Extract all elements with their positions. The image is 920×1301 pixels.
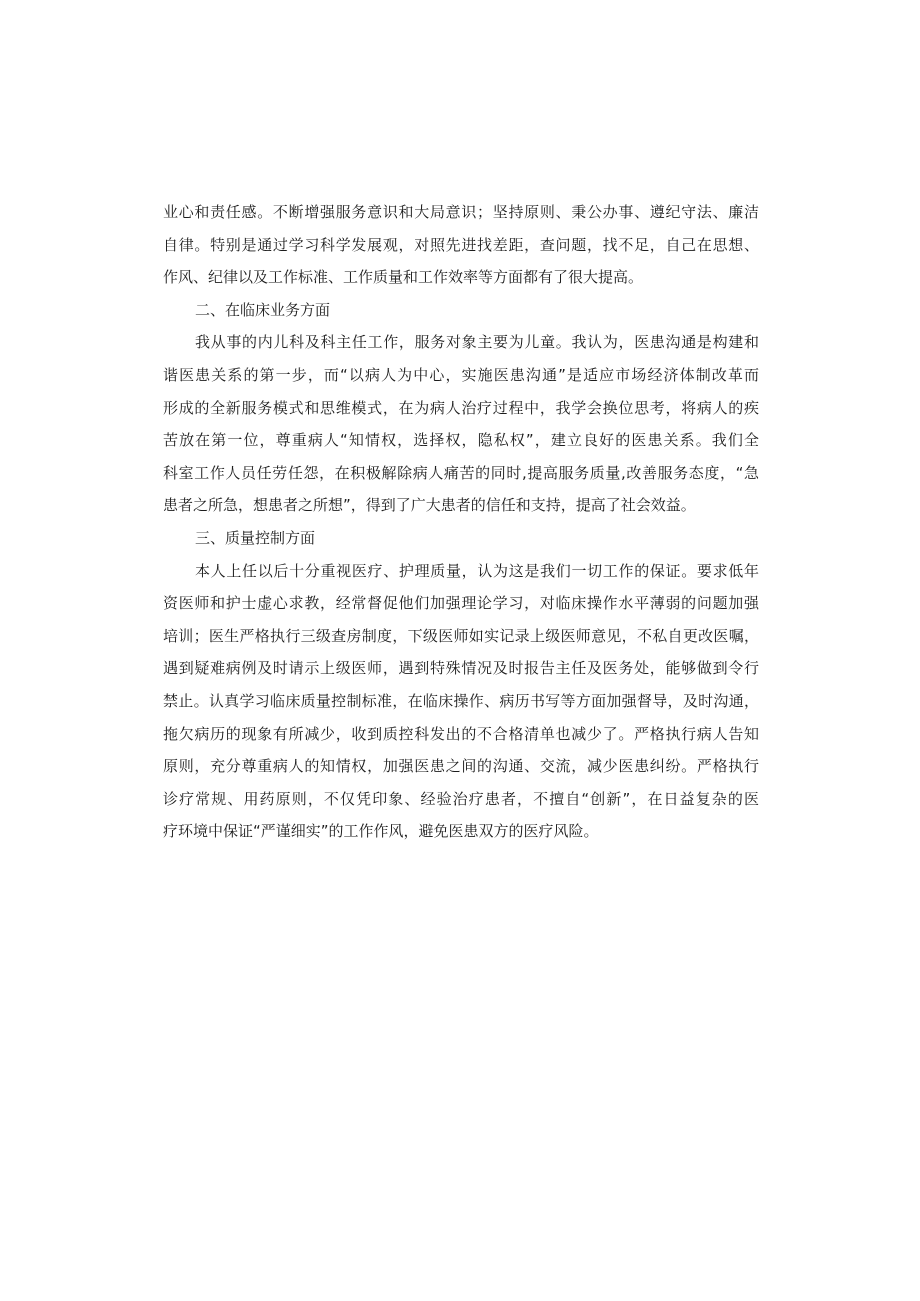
text-line: 谐医患关系的第一步，而“以病人为中心，实施医患沟通”是适应市场经济体制改革而 (163, 365, 759, 384)
text-line: 苦放在第一位，尊重病人“知情权，选择权，隐私权”，建立良好的医患关系。我们全 (163, 431, 759, 450)
section-heading-quality (163, 522, 759, 555)
text-line: 拖欠病历的现象有所减少，收到质控科发出的不合格清单也减少了。严格执行病人告知 (163, 724, 759, 743)
text-line: 资医师和护士虚心求教，经常督促他们加强理论学习，对临床操作水平薄弱的问题加强 (163, 594, 759, 613)
section-heading-clinical (163, 294, 759, 327)
text-line: 本人上任以后十分重视医疗、护理质量，认为这是我们一切工作的保证。要求低年 (195, 561, 759, 580)
text-line: 科室工作人员任劳任怨，在积极解除病人痛苦的同时,提高服务质量,改善服务态度，“急 (163, 463, 759, 482)
text-line: 培训；医生严格执行三级查房制度，下级医师如实记录上级医师意见，不私自更改医嘱， (163, 626, 759, 645)
text-line: 业心和责任感。不断增强服务意识和大局意识；坚持原则、秉公办事、遵纪守法、廉洁 (163, 203, 759, 221)
heading-text: 三、质量控制方面 (195, 528, 316, 547)
text-line: 形成的全新服务模式和思维模式，在为病人治疗过程中，我学会换位思考，将病人的疾 (163, 398, 759, 417)
paragraph-continued (163, 196, 759, 294)
paragraph-clinical (163, 326, 759, 522)
text-line: 禁止。认真学习临床质量控制标准，在临床操作、病历书写等方面加强督导，及时沟通， (163, 691, 759, 710)
text-line: 诊疗常规、用药原则，不仅凭印象、经验治疗患者，不擅自“创新”，在日益复杂的医 (163, 789, 759, 808)
text-line: 自律。特别是通过学习科学发展观，对照先进找差距，查问题，找不足，自己在思想、 (163, 235, 759, 254)
text-line: 原则，充分尊重病人的知情权，加强医患之间的沟通、交流，减少医患纠纷。严格执行 (163, 757, 759, 776)
document-body (163, 196, 759, 848)
text-line: 我从事的内儿科及科主任工作，服务对象主要为儿童。我认为，医患沟通是构建和 (195, 333, 759, 352)
text-line: 作风、纪律以及工作标准、工作质量和工作效率等方面都有了很大提高。 (163, 268, 644, 287)
heading-text: 二、在临床业务方面 (195, 300, 331, 319)
text-line: 遇到疑难病例及时请示上级医师，遇到特殊情况及时报告主任及医务处，能够做到令行 (163, 659, 759, 678)
paragraph-quality (163, 555, 759, 848)
text-line: 疗环境中保证“严谨细实”的工作作风，避免医患双方的医疗风险。 (163, 822, 599, 841)
text-line: 患者之所急，想患者之所想”，得到了广大患者的信任和支持，提高了社会效益。 (163, 496, 696, 515)
